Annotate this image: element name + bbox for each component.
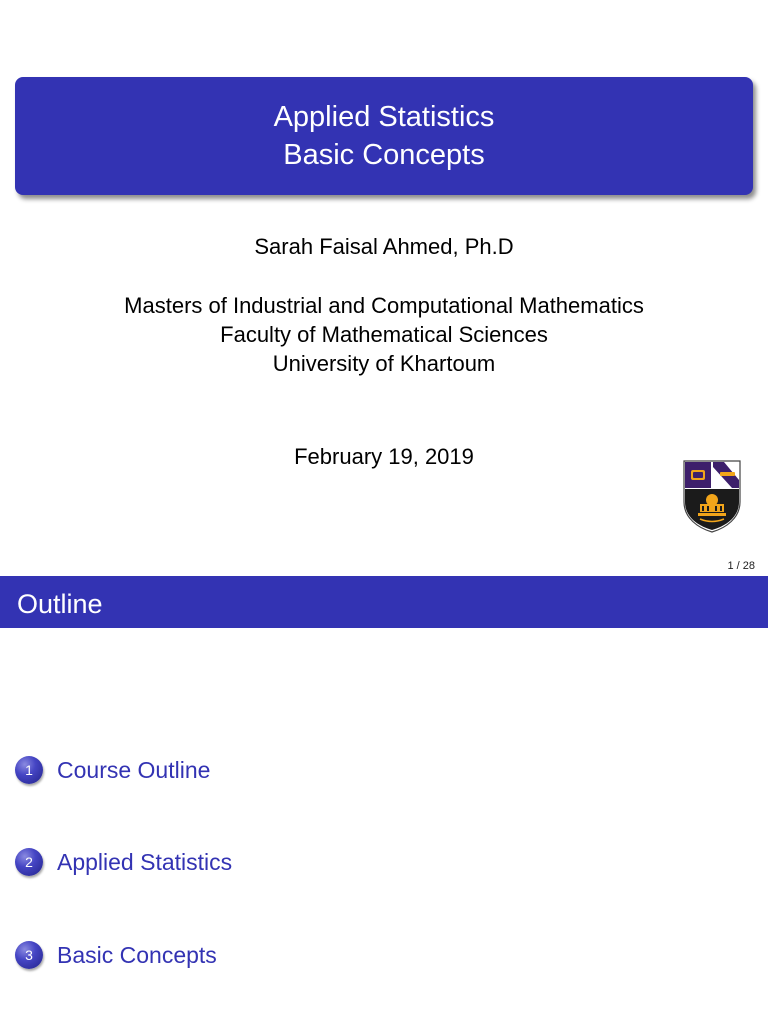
toc-link-label[interactable]: Applied Statistics — [57, 849, 233, 875]
title-box — [15, 77, 753, 195]
toc-item-basic-concepts[interactable] — [15, 940, 217, 970]
section-number-bullet: 2 — [15, 848, 43, 876]
section-number-bullet: 1 — [15, 756, 43, 784]
institute-faculty: Faculty of Mathematical Sciences — [220, 322, 548, 347]
university-logo-icon — [680, 458, 744, 534]
institute-university: University of Khartoum — [272, 351, 496, 376]
section-number-bullet: 3 — [15, 941, 43, 969]
presentation-date: February 19, 2019 — [294, 444, 474, 469]
institute-block — [0, 291, 768, 378]
outline-slide — [0, 576, 768, 1024]
presentation-title: Applied Statistics — [273, 101, 495, 133]
institute-program: Masters of Industrial and Computational Mathematics — [124, 293, 644, 318]
presentation-subtitle: Basic Concepts — [283, 139, 485, 171]
toc-item-applied-statistics[interactable] — [15, 847, 232, 877]
table-of-contents — [0, 576, 768, 1024]
author-name: Sarah Faisal Ahmed, Ph.D — [254, 234, 514, 259]
toc-link-label[interactable]: Basic Concepts — [57, 942, 217, 968]
frame-title: Outline — [0, 576, 768, 628]
page-number: 1 / 28 — [727, 560, 755, 572]
toc-item-course-outline[interactable] — [15, 755, 210, 785]
toc-link-label[interactable]: Course Outline — [57, 757, 211, 783]
